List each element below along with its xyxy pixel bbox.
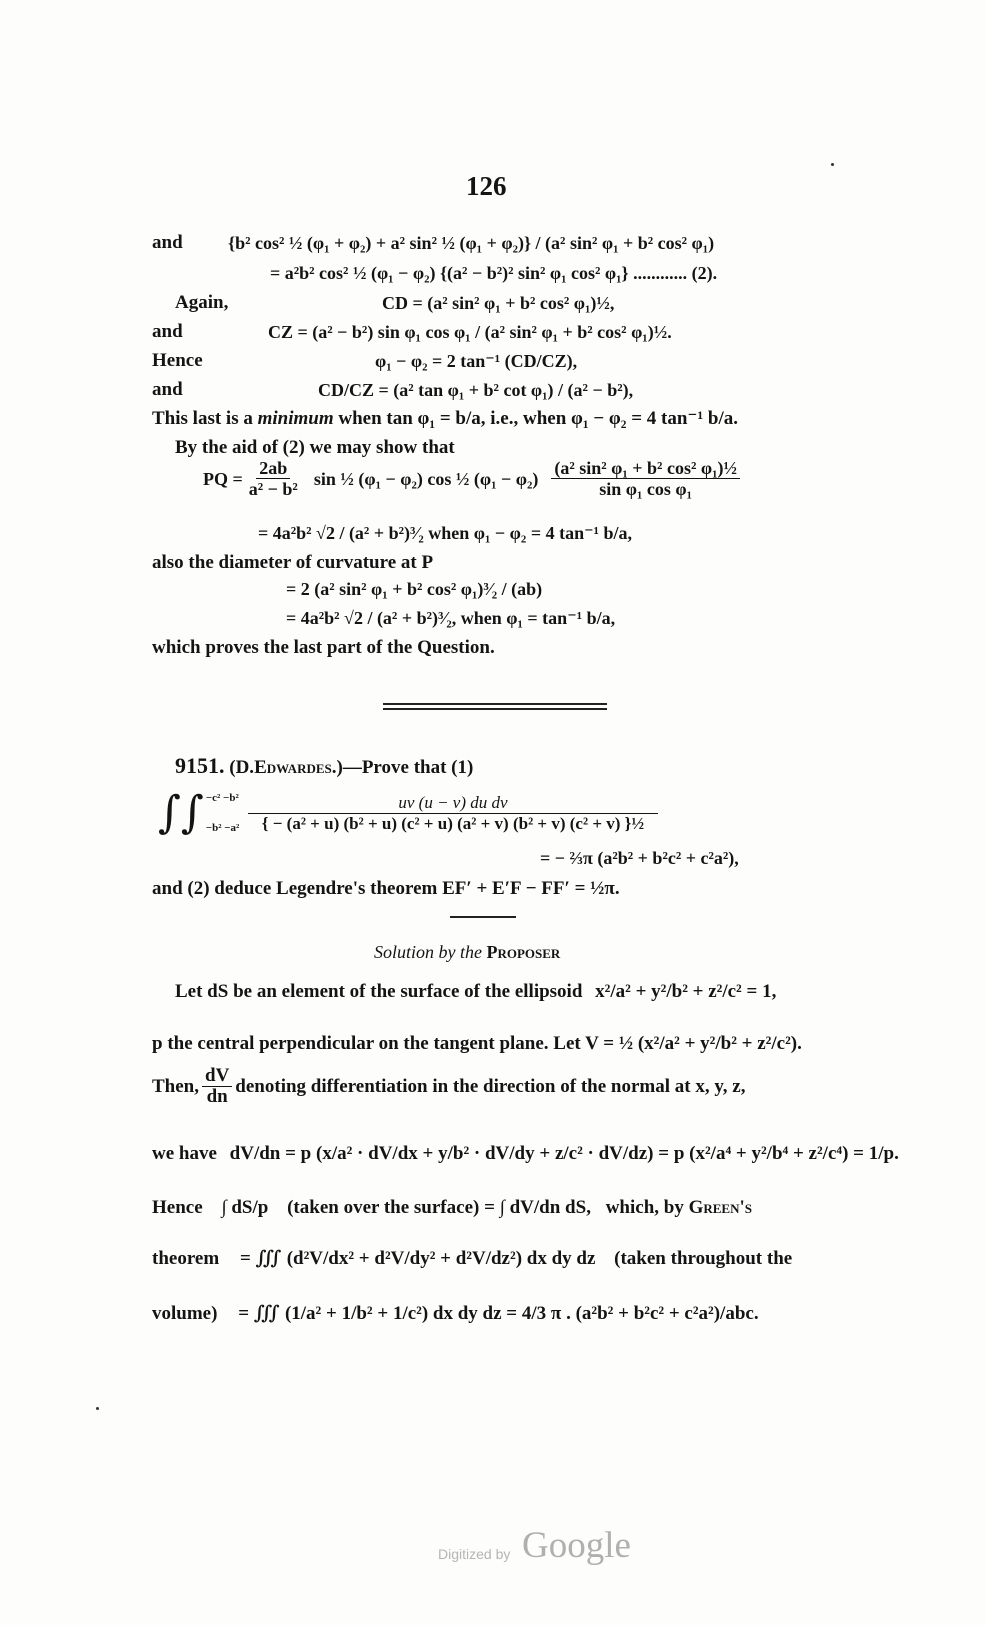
solution-p4 [152, 1142, 899, 1166]
solution-p3-fraction [202, 1066, 232, 1107]
line7-text-a: This last is a [152, 408, 253, 429]
solution-p2 [152, 1032, 802, 1056]
solution-p5 [152, 1196, 752, 1220]
question-number: 9151. [175, 753, 225, 778]
line1-equation: {b² cos² ½ (φ₁ + φ₂) + a² sin² ½ (φ₁ + φ₂)} / (a² sin² φ₁ + b² cos² φ₁) [228, 233, 715, 253]
pq-f1-numerator: 2ab [256, 458, 290, 479]
google-logo: Google [522, 1525, 631, 1566]
integral-result: = − ⅔π (a²b² + b²c² + c²a²), [540, 848, 739, 868]
integral-block [158, 783, 661, 843]
question-line [175, 754, 473, 780]
digitized-by-label: Digitized by [438, 1546, 511, 1562]
line3-equation: CD = (a² sin² φ₁ + b² cos² φ₁)½, [382, 293, 615, 313]
line3-label: Again, [175, 292, 229, 313]
solution-p5-hence: Hence [152, 1197, 203, 1218]
question-author-close: .)—Prove that (1) [331, 757, 474, 778]
solution-p3-num: dV [202, 1066, 232, 1087]
line11: also the diameter of curvature at P [152, 552, 434, 573]
line4-label: and [152, 321, 183, 342]
solution-p4-eq: dV/dn = p (x/a² · dV/dx + y/b² · dV/dy + z/c² · dV/dz) = p (x²/a⁴ + y²/b⁴ + z²/c⁴) = 1/p. [229, 1143, 899, 1164]
line4-equation: CZ = (a² − b²) sin φ₁ cos φ₁ / (a² sin² φ₁ + b² cos² φ₁)½. [268, 322, 672, 342]
solution-p1-eq: x²/a² + y²/b² + z²/c² = 1, [595, 981, 777, 1002]
integral-numerator: uv (u − v) du dv [248, 793, 657, 814]
integral-limits-top: −c² −b² [205, 792, 239, 804]
pq-fraction-2 [551, 458, 740, 499]
question-author-name: Edwardes [254, 757, 332, 778]
solution-p4-text: we have [152, 1143, 217, 1164]
page-number: 126 [466, 171, 507, 201]
line7-text-c: when tan φ₁ = b/a, i.e., when φ₁ − φ₂ = 4 tan⁻¹ b/a. [338, 408, 739, 429]
line7-minimum: minimum [257, 408, 334, 429]
solution-heading-text: Solution by the [374, 942, 482, 962]
pq-middle: sin ½ (φ₁ − φ₂) cos ½ (φ₁ − φ₂) [313, 468, 539, 489]
line10: = 4a²b² √2 / (a² + b²)³⁄₂ when φ₁ − φ₂ = 4 tan⁻¹ b/a, [258, 523, 632, 543]
scan-speck [96, 1407, 99, 1410]
solution-p5-which: which, by [605, 1197, 684, 1218]
pq-lhs: PQ = [203, 468, 243, 489]
solution-p1 [175, 980, 776, 1004]
pq-f2-numerator: (a² sin² φ₁ + b² cos² φ₁)½ [551, 458, 740, 479]
question-part2: and (2) deduce Legendre's theorem EF′ + E′F − FF′ = ½π. [152, 878, 620, 899]
solution-p3-text: denoting differentiation in the direction of the normal at x, y, z, [235, 1075, 746, 1097]
solution-p5-eq2: ∫ dV/dn dS, [499, 1197, 591, 1218]
question-author-open: (D. [229, 757, 255, 778]
scan-speck [831, 163, 834, 166]
pq-f2-denominator: sin φ₁ cos φ₁ [599, 479, 693, 499]
integral-fraction [248, 793, 657, 834]
integral-limits-bottom: −b² −a² [205, 822, 240, 834]
line6-equation: CD/CZ = (a² tan φ₁ + b² cot φ₁) / (a² − b²), [318, 380, 634, 400]
line14: which proves the last part of the Question. [152, 637, 495, 658]
solution-p5-eq1: ∫ dS/p [221, 1197, 269, 1218]
section-divider-bottom [383, 708, 607, 710]
section-divider-top [383, 703, 607, 705]
solution-p3-den: dn [206, 1086, 228, 1107]
solution-p2-eq: (x²/a² + y²/b² + z²/c²). [637, 1033, 802, 1054]
pq-f1-denominator: a² − b² [248, 479, 298, 499]
integral-denominator: { − (a² + u) (b² + u) (c² + u) (a² + v) (b² + v) (c² + v) }½ [261, 813, 645, 833]
solution-p7-eq: = ∭ (1/a² + 1/b² + 1/c²) dx dy dz = 4/3 π . (a²b² + b²c² + c²a²)/abc. [238, 1303, 759, 1324]
solution-p7-volume: volume) [152, 1303, 218, 1324]
solution-p6-theorem: theorem [152, 1248, 220, 1269]
double-integral-sign: ∫∫ [158, 787, 204, 838]
solution-p7 [152, 1302, 759, 1326]
line1-label: and [152, 232, 183, 253]
solution-p5-text: (taken over the surface) = [287, 1197, 495, 1218]
pq-equation [203, 458, 743, 499]
solution-p3-then: Then, [152, 1075, 199, 1097]
solution-p6 [152, 1247, 792, 1271]
short-divider [450, 916, 516, 918]
solution-heading [374, 940, 560, 964]
line7 [152, 407, 738, 431]
line13: = 4a²b² √2 / (a² + b²)³⁄₂, when φ₁ = tan⁻¹ b/a, [286, 608, 616, 628]
line2-equation: = a²b² cos² ½ (φ₁ − φ₂) {(a² − b²)² sin² φ₁ cos² φ₁} ............ (2). [270, 263, 718, 283]
solution-p3 [152, 1066, 745, 1107]
solution-p6-text: (taken throughout the [614, 1248, 793, 1269]
solution-heading-proposer: Proposer [486, 942, 561, 962]
solution-p1-text: Let dS be an element of the surface of the ellipsoid [175, 981, 583, 1002]
solution-p6-eq: = ∭ (d²V/dx² + d²V/dy² + d²V/dz²) dx dy dz [239, 1248, 596, 1269]
line8: By the aid of (2) we may show that [175, 437, 455, 458]
solution-p2-text: p the central perpendicular on the tangent plane. Let V = ½ [152, 1033, 634, 1054]
line5-label: Hence [152, 350, 203, 371]
pq-fraction-1 [246, 458, 301, 499]
solution-p5-green: Green's [688, 1197, 752, 1218]
integral-limits [206, 783, 240, 843]
line5-equation: φ₁ − φ₂ = 2 tan⁻¹ (CD/CZ), [375, 351, 578, 371]
line6-label: and [152, 379, 183, 400]
line12: = 2 (a² sin² φ₁ + b² cos² φ₁)³⁄₂ / (ab) [286, 579, 543, 599]
